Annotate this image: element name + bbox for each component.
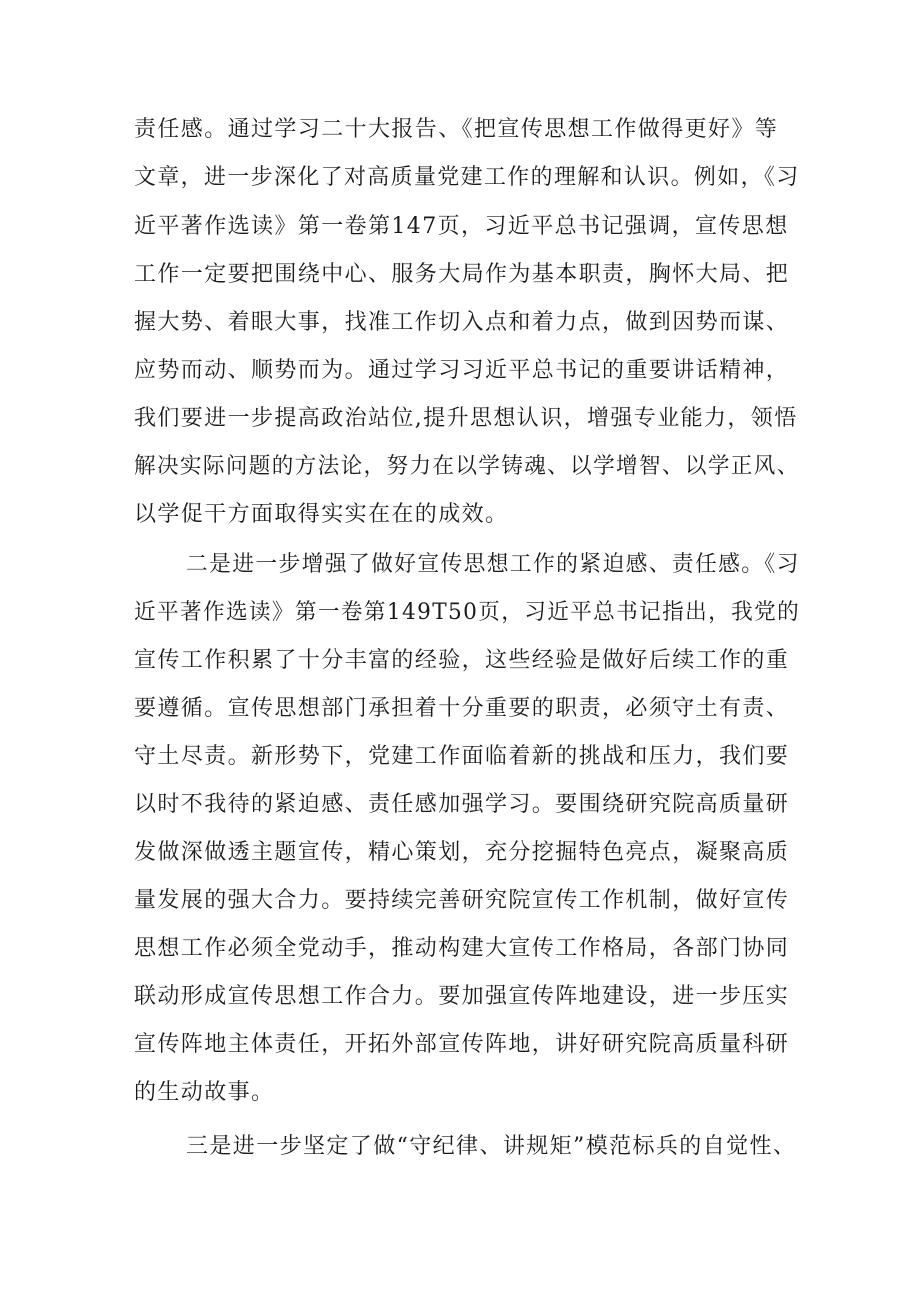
text-line-6: 应势而动、顺势而为。通过学习习近平总书记的重要讲话精神， — [134, 358, 790, 383]
text-line-8: 解决实际问题的方法论，努力在以学铸魂、以学增智、以学正风、 — [134, 454, 800, 479]
text-line-22: 三是进一步坚定了做“守纪律、讲规矩”模范标兵的自觉性、 — [186, 1134, 797, 1159]
text-line-12: 宣传工作积累了十分丰富的经验，这些经验是做好后续工作的重 — [134, 648, 790, 673]
text-line-3: 近平著作选读》第一卷第147页，习近平总书记强调，宣传思想 — [134, 214, 789, 239]
text-line-2: 文章，进一步深化了对高质量党建工作的理解和认识。例如，《习 — [134, 165, 800, 190]
text-line-4: 工作一定要把围绕中心、服务大局作为基本职责，胸怀大局、把 — [134, 262, 790, 287]
text-line-13: 要遵循。宣传思想部门承担着十分重要的职责，必须守土有责、 — [134, 696, 790, 721]
text-line-9: 以学促干方面取得实实在在的成效。 — [134, 502, 509, 527]
text-line-1: 责任感。通过学习二十大报告、《把宣传思想工作做得更好》等 — [134, 117, 779, 142]
text-line-14: 守土尽责。新形势下，党建工作面临着新的挑战和压力，我们要 — [134, 744, 790, 769]
text-line-20: 宣传阵地主体责任，开拓外部宣传阵地，讲好研究院高质量科研 — [134, 1032, 790, 1057]
text-line-21: 的生动故事。 — [134, 1080, 275, 1105]
text-line-11: 近平著作选读》第一卷第149T50页，习近平总书记指出，我党的 — [134, 600, 801, 625]
text-line-5: 握大势、着眼大事，找准工作切入点和着力点，做到因势而谋、 — [134, 310, 790, 335]
text-line-19: 联动形成宣传思想工作合力。要加强宣传阵地建设，进一步压实 — [134, 984, 790, 1009]
text-line-16: 发做深做透主题宣传，精心策划，充分挖掘特色亮点，凝聚高质 — [134, 840, 790, 865]
text-line-7: 我们要进一步提高政治站位,提升思想认识，增强专业能力，领悟 — [134, 406, 798, 431]
text-line-15: 以时不我待的紧迫感、责任感加强学习。要围绕研究院高质量研 — [134, 792, 790, 817]
text-line-10: 二是进一步增强了做好宣传思想工作的紧迫感、责任感。《习 — [186, 552, 800, 577]
text-line-18: 思想工作必须全党动手，推动构建大宣传工作格局，各部门协同 — [134, 936, 790, 961]
text-line-17: 量发展的强大合力。要持续完善研究院宣传工作机制，做好宣传 — [134, 888, 790, 913]
